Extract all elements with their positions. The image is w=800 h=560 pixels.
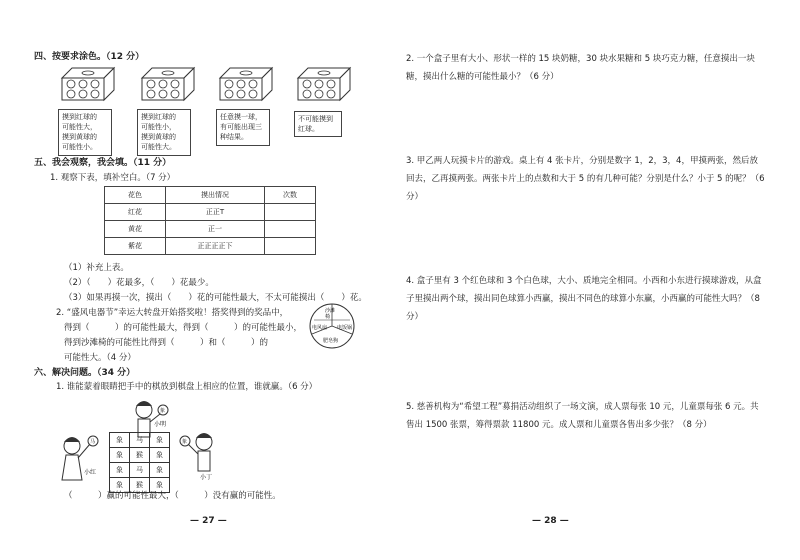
section6-q1: 1. 谁能蒙着眼睛把手中的棋放到棋盘上相应的位置，谁就赢。（6 分）: [56, 382, 318, 392]
table-cell: 正一: [166, 221, 265, 238]
board-cell[interactable]: 马: [130, 433, 150, 448]
wheel-top-label: 沙滩椅: [325, 308, 336, 320]
box-label-3: 任意摸一球， 有可能出现三 种结果。: [216, 109, 270, 146]
ball-box: [142, 68, 194, 100]
ball[interactable]: [327, 90, 335, 98]
table-cell: 正正T: [166, 204, 265, 221]
ball[interactable]: [237, 90, 245, 98]
page-number-right: — 28 —: [532, 516, 569, 526]
children-illustration: [60, 392, 320, 502]
ball[interactable]: [303, 80, 311, 88]
ball[interactable]: [249, 90, 257, 98]
xiaoming-name: 小明: [154, 421, 167, 428]
ball[interactable]: [315, 90, 323, 98]
xiaohong-name: 小红: [84, 469, 97, 476]
section6-q1-answer: （ ）赢的可能性最大，（ ）没有赢的可能性。: [64, 491, 281, 501]
right-q2: 2. 一个盒子里有大小、形状一样的 15 块奶糖，30 块水果糖和 5 块巧克力糖，任意摸出一块糖，摸出什么糖的可能性最小？（6 分）: [406, 54, 755, 82]
ball[interactable]: [159, 80, 167, 88]
ball[interactable]: [171, 80, 179, 88]
ball[interactable]: [327, 80, 335, 88]
right-q5: 5. 慈善机构为“希望工程”募捐活动组织了一场文演，成人票每张 10 元，儿童票每张 6 元。共售出 1500 张票，筹得票款 11800 元。成人票和儿童票各售出多少张？（8 分）: [406, 402, 759, 430]
section4-heading: 四、按要求涂色。（12 分）: [34, 52, 145, 62]
ball[interactable]: [237, 80, 245, 88]
xiaoming-piece: 象: [160, 408, 166, 414]
board-cell[interactable]: 象: [150, 433, 170, 448]
box-label-2: 摸到红球的 可能性小， 摸到黄球的 可能性大。: [137, 109, 191, 156]
ball[interactable]: [225, 80, 233, 88]
board-cell[interactable]: 象: [110, 433, 130, 448]
table-header: 摸出情况: [166, 187, 265, 204]
wheel-bottom-label: 肥皂狗: [323, 338, 339, 344]
ball[interactable]: [315, 80, 323, 88]
ball[interactable]: [147, 90, 155, 98]
wheel-left-label: 电风扇: [312, 325, 328, 331]
section5-q2-line4: 可能性大。（4 分）: [64, 353, 136, 363]
table-header: 花色: [105, 187, 166, 204]
prize-wheel: [307, 300, 357, 352]
table-cell: 红花: [105, 204, 166, 221]
xiaohong-piece: 马: [90, 439, 96, 445]
right-q3: 3. 甲乙两人玩摸卡片的游戏。桌上有 4 张卡片，分别是数字 1，2，3，4，甲摸两张，然后放回去，乙再摸两张。两张卡片上的点数和大于 5 的有几种可能？分别是什么？小于 5 的呢？（6 分）: [406, 156, 765, 202]
table-cell[interactable]: [265, 221, 316, 238]
ball[interactable]: [303, 90, 311, 98]
table-cell: 黄花: [105, 221, 166, 238]
ball[interactable]: [79, 90, 87, 98]
table-header: 次数: [265, 187, 316, 204]
ball[interactable]: [91, 80, 99, 88]
box-label-1: 摸到红球的 可能性大， 摸到黄球的 可能性小。: [58, 109, 112, 156]
table-row: [110, 463, 170, 478]
table-row: [110, 448, 170, 463]
section5-q1-3: （3）如果再摸一次，摸出（ ）花的可能性最大，不太可能摸出（ ）花。: [64, 293, 367, 303]
table-row: [110, 433, 170, 448]
ball-box: [298, 68, 350, 100]
chess-board: [109, 432, 170, 493]
ball-box: [220, 68, 272, 100]
ball[interactable]: [225, 90, 233, 98]
section5-heading: 五、我会观察，我会填。（11 分）: [34, 158, 172, 168]
section5-q2-line2: 得到（ ）的可能性最大，得到（ ）的可能性最小，: [64, 323, 303, 333]
ball[interactable]: [159, 90, 167, 98]
ball[interactable]: [67, 90, 75, 98]
section5-q2-line3: 得到沙滩椅的可能性比得到（ ）和（ ）的: [64, 338, 269, 348]
section5-q1-1: （1）补充上表。: [64, 263, 129, 273]
xiaoding-name: 小丁: [200, 474, 213, 481]
ball[interactable]: [249, 80, 257, 88]
ball[interactable]: [171, 90, 179, 98]
table-row: [105, 238, 316, 255]
section5-q1: 1. 观察下表，填补空白。（7 分）: [50, 173, 176, 183]
right-q4: 4. 盒子里有 3 个红色球和 3 个白色球，大小、质地完全相同。小西和小东进行摸球游戏，从盒子里摸出两个球，摸出同色球算小西赢，摸出不同色的球算小东赢，小西赢的可能性大吗？（8 分）: [406, 276, 762, 322]
table-cell[interactable]: [265, 204, 316, 221]
board-cell[interactable]: 象: [110, 478, 130, 493]
board-cell[interactable]: 象: [150, 478, 170, 493]
board-cell[interactable]: 象: [110, 448, 130, 463]
table-cell[interactable]: [265, 238, 316, 255]
section6-heading: 六、解决问题。（34 分）: [34, 368, 136, 378]
ball[interactable]: [91, 90, 99, 98]
section5-q1-2: （2）（ ）花最多，（ ）花最少。: [64, 278, 214, 288]
table-row: [105, 221, 316, 238]
board-cell[interactable]: 马: [130, 463, 150, 478]
board-cell[interactable]: 猴: [130, 448, 150, 463]
section5-q2-line1: 2. “盛风电器节”幸运大转盘开始搭奖啦！搭奖得到的奖品中，: [56, 308, 289, 318]
board-cell[interactable]: 象: [110, 463, 130, 478]
ball-box: [62, 68, 114, 100]
ball[interactable]: [67, 80, 75, 88]
flower-tally-table: [104, 186, 316, 255]
ball[interactable]: [147, 80, 155, 88]
ball[interactable]: [79, 80, 87, 88]
page-number-left: — 27 —: [190, 516, 227, 526]
xiaoding-piece: 象: [182, 439, 188, 445]
board-cell[interactable]: 猴: [130, 478, 150, 493]
table-cell: 正正正正下: [166, 238, 265, 255]
board-cell[interactable]: 象: [150, 463, 170, 478]
box-label-4: 不可能摸到 红球。: [294, 111, 342, 137]
board-cell[interactable]: 象: [150, 448, 170, 463]
wheel-right-label: 电饭锅: [337, 325, 353, 331]
table-cell: 紫花: [105, 238, 166, 255]
table-row: [105, 204, 316, 221]
